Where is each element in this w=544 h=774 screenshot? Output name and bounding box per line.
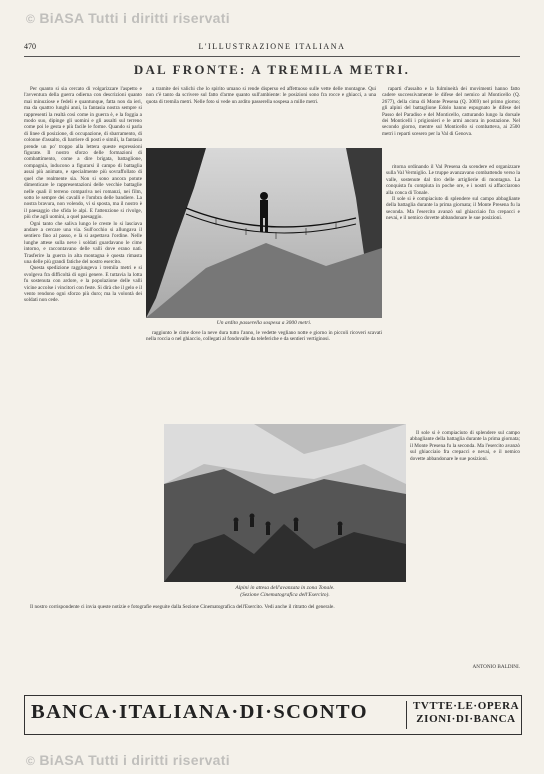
column-1-text-cont: Ogni tanto che saliva lungo le creste lo si lasciava andare a cercare una via. Sull'occhio si allungava il sentiero fino al passo, e là si aspettava l'ordine. Nelle lunghe attese sulla neve i soldati guardavano le cime intorno, e raccontavano delle valli dove erano nati. Trasferire la guerra in alta montagna è questa rimasta una delle più grandi fatiche del nostro esercito. [24, 220, 142, 265]
article-column-2-continued [146, 330, 382, 420]
column-3-text-right: Il sole si è compiaciuto di splendere sul campo abbagliante della battaglia durante la prima giornata; il Monte Presena fu la seconda. Ma l'esercito avanzò sul ghiacciaio fra crepacci e nevai, e il nemico dovette abbandonare le sue posizioni. [386, 196, 520, 222]
column-3-text-cont: ritorna ordinando il Val Presena da scendere ed organizzare sulla Val Vermiglio. Le truppe avanzavano combattendo verso la valle, sostenute dal tiro delle artiglierie di montagna. La conquista fu compiuta in poche ore, e i nostri si affacciarono alla conca di Tonale. [386, 164, 520, 196]
bottom-caption-line2: (Sezione Cinematografica dell'Esercito). [240, 591, 330, 598]
bottom-caption-line1: Alpini in attesa dell'avanzata in zona Tonale. [235, 585, 335, 591]
ad-divider [406, 701, 407, 729]
article-title: DAL FRONTE: A TREMILA METRI. [133, 62, 411, 77]
column-3-text: raparti d'assalto e la fulmineità dei movimenti hanno fatto cadere successivamente le difese del nemico al Monticello (Q. 2677), della cima di Monte Presena (Q. 3069) nel primo giorno; gli alpini del battaglione Edolo hanno espugnato le difese del Passo del Paradiso e del Monticello, catturando lungo la dorsale dei Monticelli i prigionieri e le armi ancora in postazione. Nel secondo giorno, mentre sul Monticello si combatteva, ai 2500 metri i reparti scesero per la Val di Genova. [382, 86, 520, 137]
bottom-photo-caption [164, 585, 406, 598]
article-bottom-text [24, 604, 404, 689]
alpini-illustration [164, 424, 406, 582]
photo-alpini [164, 424, 406, 582]
header-rule [24, 56, 520, 57]
right-column-text: Il sole si è compiaciuto di splendere sul campo abbagliante della battaglia durante la prima giornata; il Monte Presena fu la seconda. Ma l'esercito avanzò sul ghiacciaio fra crepacci e nevai, e il nemico dovette abbandonare le sue posizioni. [410, 430, 520, 462]
article-column-3 [382, 86, 520, 161]
article-column-2 [146, 86, 376, 146]
watermark-top [26, 10, 230, 26]
bank-operations [413, 700, 519, 726]
copyright-icon-bottom: © [26, 754, 36, 768]
article-column-1 [24, 86, 142, 566]
column-2-text-cont: raggiunto le cime dove la neve dura tutto l'anno, le vedette vegliano notte e giorno in piccoli ricoveri scavati nella roccia o nel ghiaccio, collegati al fondovalle da teleferiche e da sentieri vertiginosi. [146, 330, 382, 343]
bridge-illustration [146, 148, 382, 318]
author-signature: ANTONIO BALDINI. [472, 664, 520, 670]
page-number: 470 [24, 42, 36, 51]
operations-line-1: TVTTE·LE·OPERA [413, 700, 520, 712]
article-column-right-bottom [410, 430, 520, 660]
watermark-text-bottom: BiASA Tutti i diritti riservati [39, 752, 230, 768]
copyright-icon: © [26, 12, 36, 26]
bank-name: BANCA·ITALIANA·DI·SCONTO [31, 701, 368, 723]
article-column-3-continued [386, 164, 520, 424]
watermark-text: BiASA Tutti i diritti riservati [39, 10, 230, 26]
bank-advertisement [24, 695, 522, 735]
column-2-text: a tramite dei valichi che lo spirito umano si rende disperso ed affettuoso sulle vette delle montagne. Qui non c'è tanto da scrivere sul fatto d'arme quanto sull'ambiente: le posizioni sono fra rocce e ghiacci, a una quota di tremila metri. Nelle foto si vede un ardito passerella sospesa a mille metri. [146, 86, 376, 105]
operations-line-2: ZIONI·DI·BANCA [416, 713, 516, 725]
journal-title: L'ILLUSTRAZIONE ITALIANA [198, 42, 346, 51]
watermark-bottom [26, 752, 230, 768]
bottom-text-note: Il nostro corrispondente ci invia queste notizie e fotografie eseguite dalla Sezione Cinematografica dell'Esercito. Vedi anche il ritratto del generale. [30, 604, 335, 610]
column-1-text-more: Questa spedizione raggiungeva i tremila metri e si svolgeva fra difficoltà di ogni genere. E tuttavia la lotta fu sostenuta con ardore, e la popolazione delle valli vicine accolse i vincitori con feste. Si dirà che il gelo e il vento rendono ogni sforzo più duro; ma la volontà dei soldati non cede. [24, 265, 142, 304]
page-header [24, 41, 520, 55]
top-photo-caption: Un ardito passerella sospesa a 3000 metri. [216, 320, 312, 326]
photo-suspended-bridge [146, 148, 382, 318]
column-1-text: Per quanto si sia cercato di volgarizzare l'aspetto e l'avventura della guerra odierna con descrizioni quanto mai minuziose e fedeli e quantunque, fatta non da ieri, ma da quattro lunghi anni, la fantasia nostra sempre si rappresenti la realtà così come in guerra è, e la foggia a modo suo, dipinge gli uomini e gli assalti sul terreno come poi le gesta e più facile le forme. Quando si parla di linee di posizione, di occupazione, di sbarramento, di colonne d'assalto, di barriere di posti e simili, la fantasia prende un po' troppo alla lettera queste espressioni figurate. Il nostro sforzo delle formazioni di combattimento, come a dire brigata, battaglione, compagnia, inducono a figurarsi il campo di battaglia assai più animato, e specialmente più sovraffollato di quel che realmente sia. Non si sono ancora potute dimenticare le rappresentazioni delle vecchie battaglie nelle quali il terreno compariva nei romanzi, nei film, sotto le sempre dei cavalli e l'ombra delle bandiere. La nostra bravura, non volendo, vi si sposta, ma il nostro è il paesaggio che sfida le alpi. E l'attenzione si rivolge, più che agli uomini, a quel paesaggio. [24, 86, 142, 221]
